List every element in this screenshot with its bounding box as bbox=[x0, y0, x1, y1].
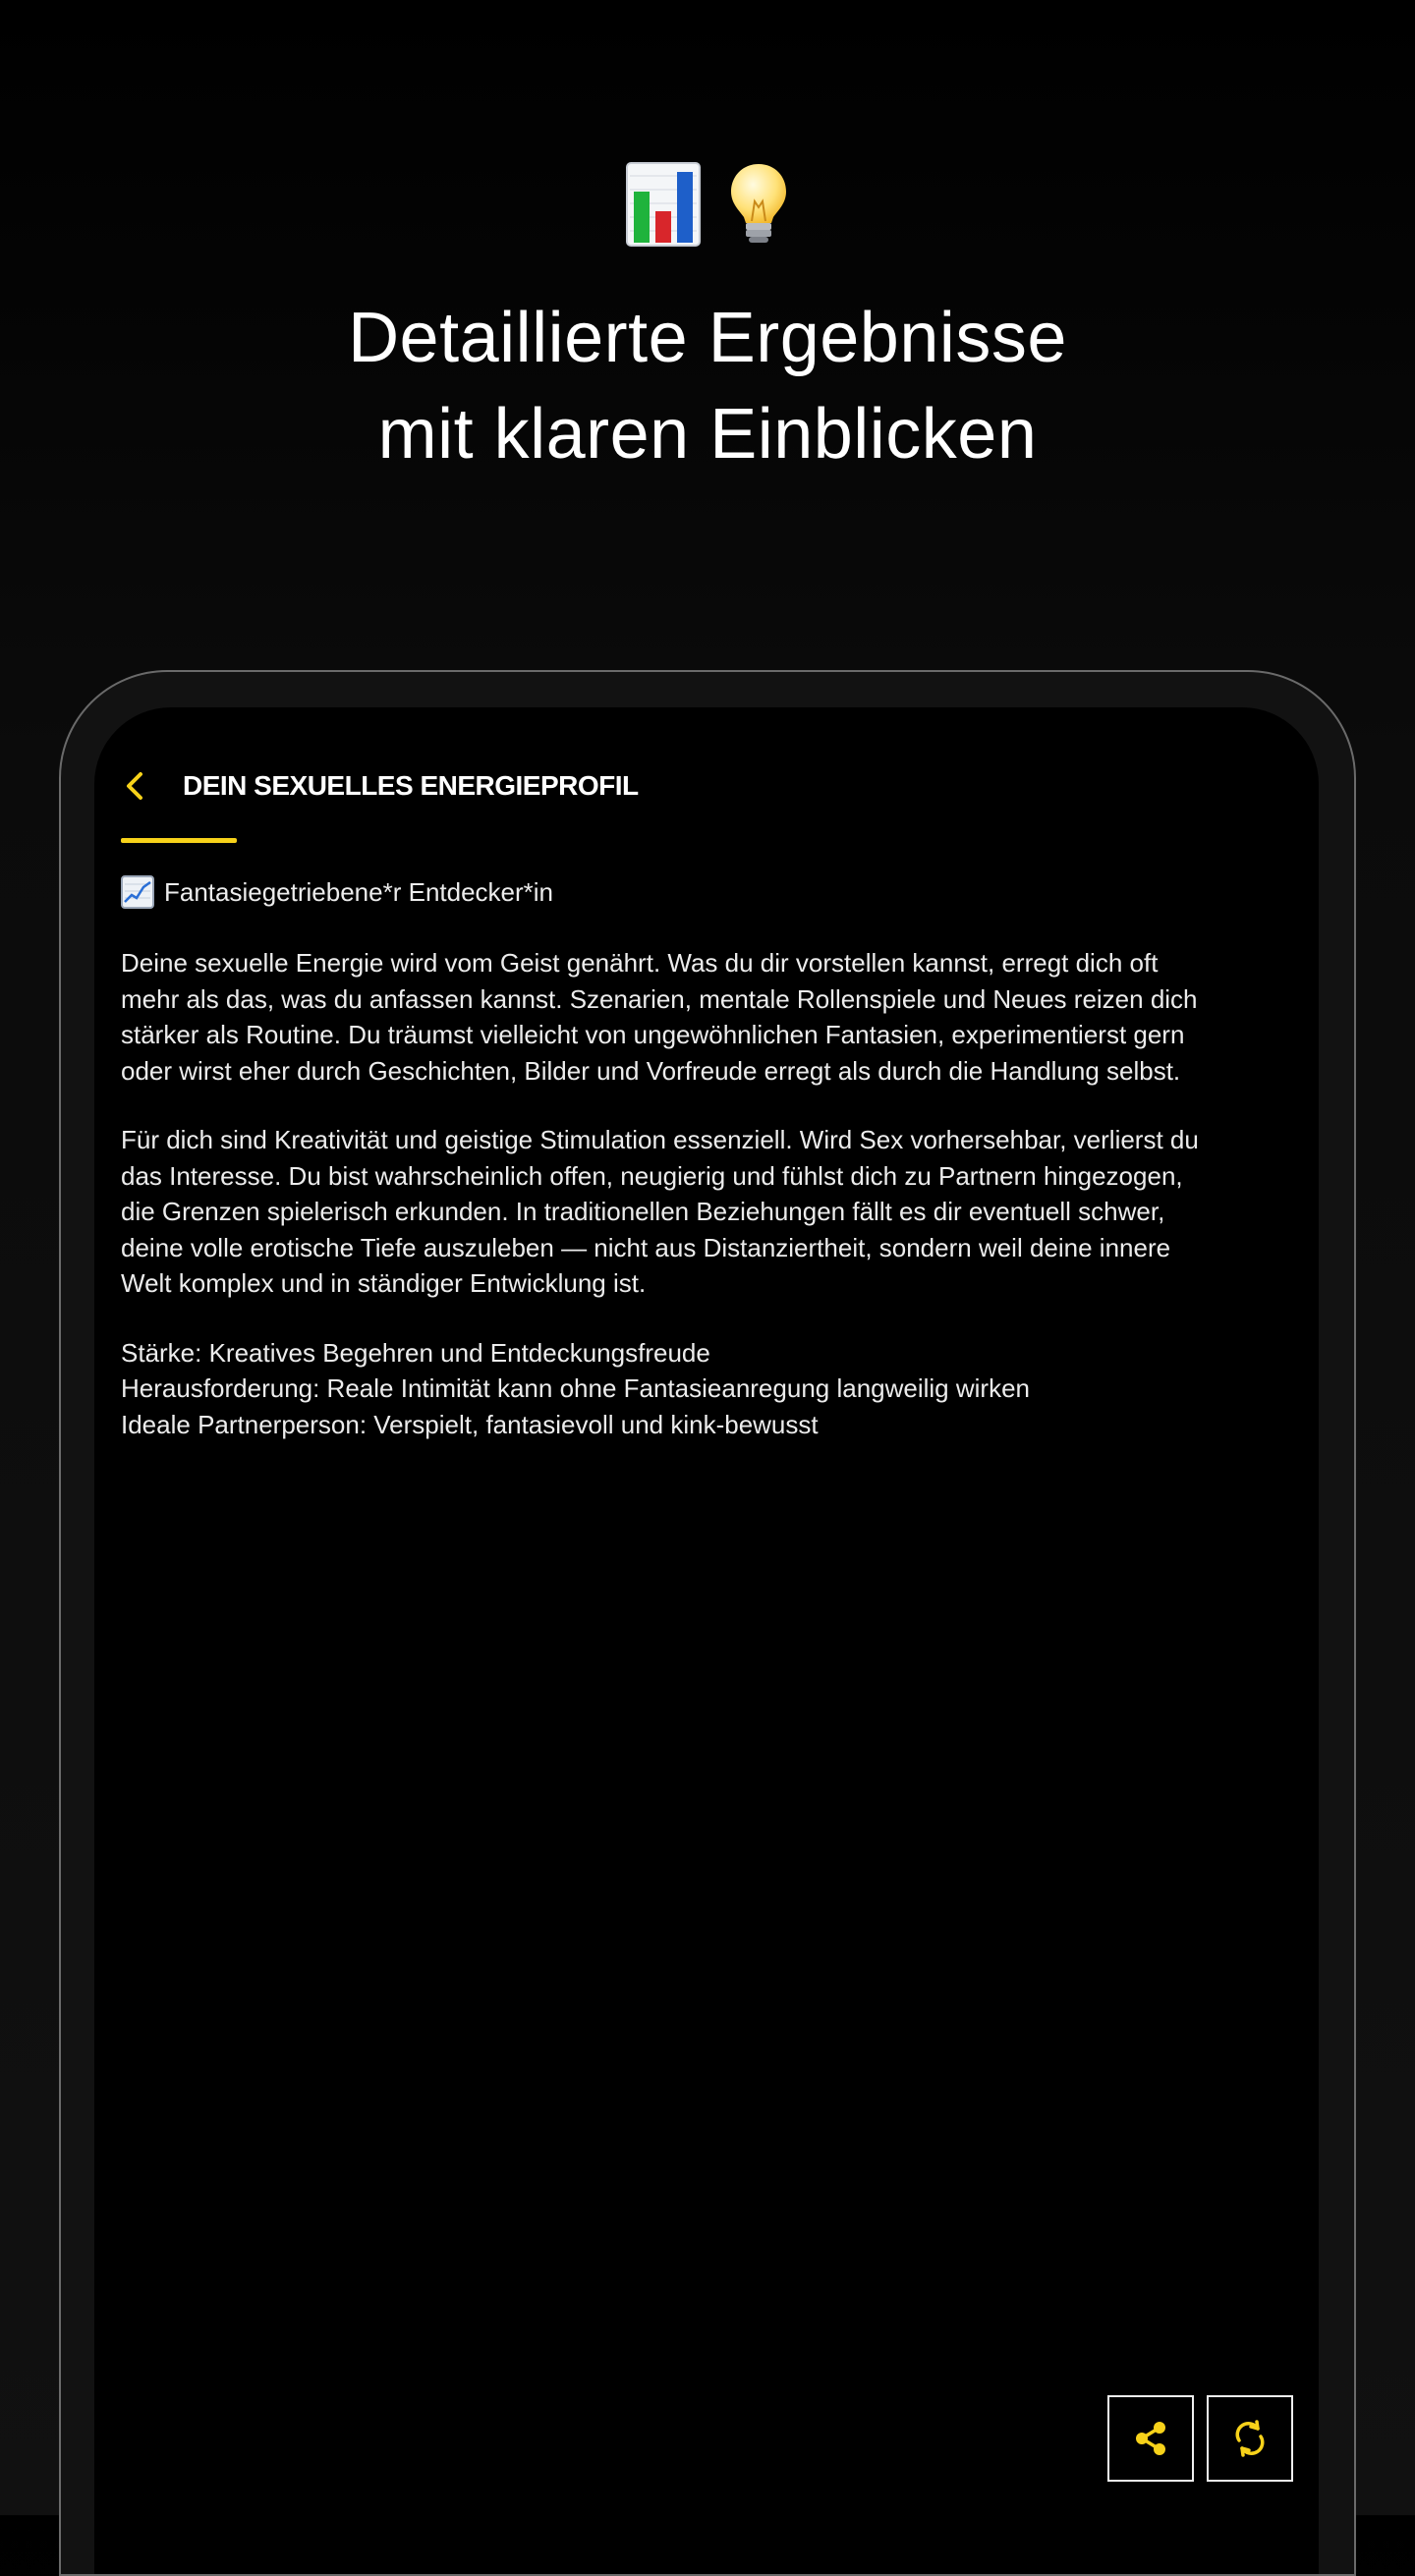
paragraph-line: oder wirst eher durch Geschichten, Bilder und Vorfreude erregt als durch die Handlung selbst. bbox=[121, 1055, 1181, 1086]
paragraph-line: stärker als Routine. Du träumst vielleicht von ungewöhnlichen Fantasien, experimentierst gern bbox=[121, 1020, 1185, 1049]
summary-list bbox=[121, 1335, 1300, 1443]
paragraph-line: Deine sexuelle Energie wird vom Geist genährt. Was du dir vorstellen kannst, erregt dich oft bbox=[121, 948, 1159, 978]
paragraph-line: mehr als das, was du anfassen kannst. Szenarien, mentale Rollenspiele und Neues reizen dich bbox=[121, 983, 1198, 1014]
screen-header bbox=[120, 766, 639, 806]
summary-ideal-partner: Ideale Partnerperson: Verspielt, fantasievoll und kink-bewusst bbox=[121, 1409, 819, 1439]
hero-title bbox=[0, 290, 1415, 482]
summary-strength: Stärke: Kreatives Begehren und Entdeckungsfreude bbox=[121, 1337, 710, 1368]
paragraph-line: deine volle erotische Tiefe auszuleben — nicht aus Distanziertheit, sondern weil deine innere bbox=[121, 1232, 1171, 1262]
light-bulb-icon bbox=[728, 162, 789, 247]
paragraph-line: das Interesse. Du bist wahrscheinlich offen, neugierig und fühlst dich zu Partnern hingezogen, bbox=[121, 1160, 1183, 1191]
summary-challenge: Herausforderung: Reale Intimität kann ohne Fantasieanregung langweilig wirken bbox=[121, 1373, 1030, 1403]
profile-content bbox=[121, 872, 1300, 1442]
hero-title-line1: Detaillierte Ergebnisse bbox=[348, 299, 1067, 377]
hero-icons bbox=[0, 162, 1415, 247]
refresh-icon bbox=[1230, 2419, 1270, 2458]
profile-name: Fantasiegetriebene*r Entdecker*in bbox=[164, 876, 554, 907]
hero-title-line2: mit klaren Einblicken bbox=[377, 395, 1038, 474]
description-paragraph-2 bbox=[121, 1122, 1300, 1302]
paragraph-line: die Grenzen spielerisch erkunden. In traditionellen Beziehungen fällt es dir eventuell schwer, bbox=[121, 1197, 1165, 1226]
description-paragraph-1 bbox=[121, 945, 1300, 1089]
bar-chart-icon bbox=[626, 162, 701, 247]
header-title: DEIN SEXUELLES ENERGIEPROFIL bbox=[183, 770, 639, 801]
chevron-left-icon bbox=[124, 770, 145, 802]
header-underline bbox=[121, 838, 237, 843]
paragraph-line: Welt komplex und in ständiger Entwicklung ist. bbox=[121, 1268, 647, 1298]
retake-button[interactable] bbox=[1207, 2395, 1293, 2482]
chart-increasing-icon bbox=[121, 875, 154, 909]
profile-type bbox=[121, 872, 1300, 912]
share-icon bbox=[1131, 2419, 1170, 2458]
back-button[interactable] bbox=[120, 766, 149, 806]
paragraph-line: Für dich sind Kreativität und geistige Stimulation essenziell. Wird Sex vorhersehbar, verlierst du bbox=[121, 1125, 1199, 1154]
hero-section bbox=[0, 0, 1415, 550]
share-button[interactable] bbox=[1107, 2395, 1194, 2482]
